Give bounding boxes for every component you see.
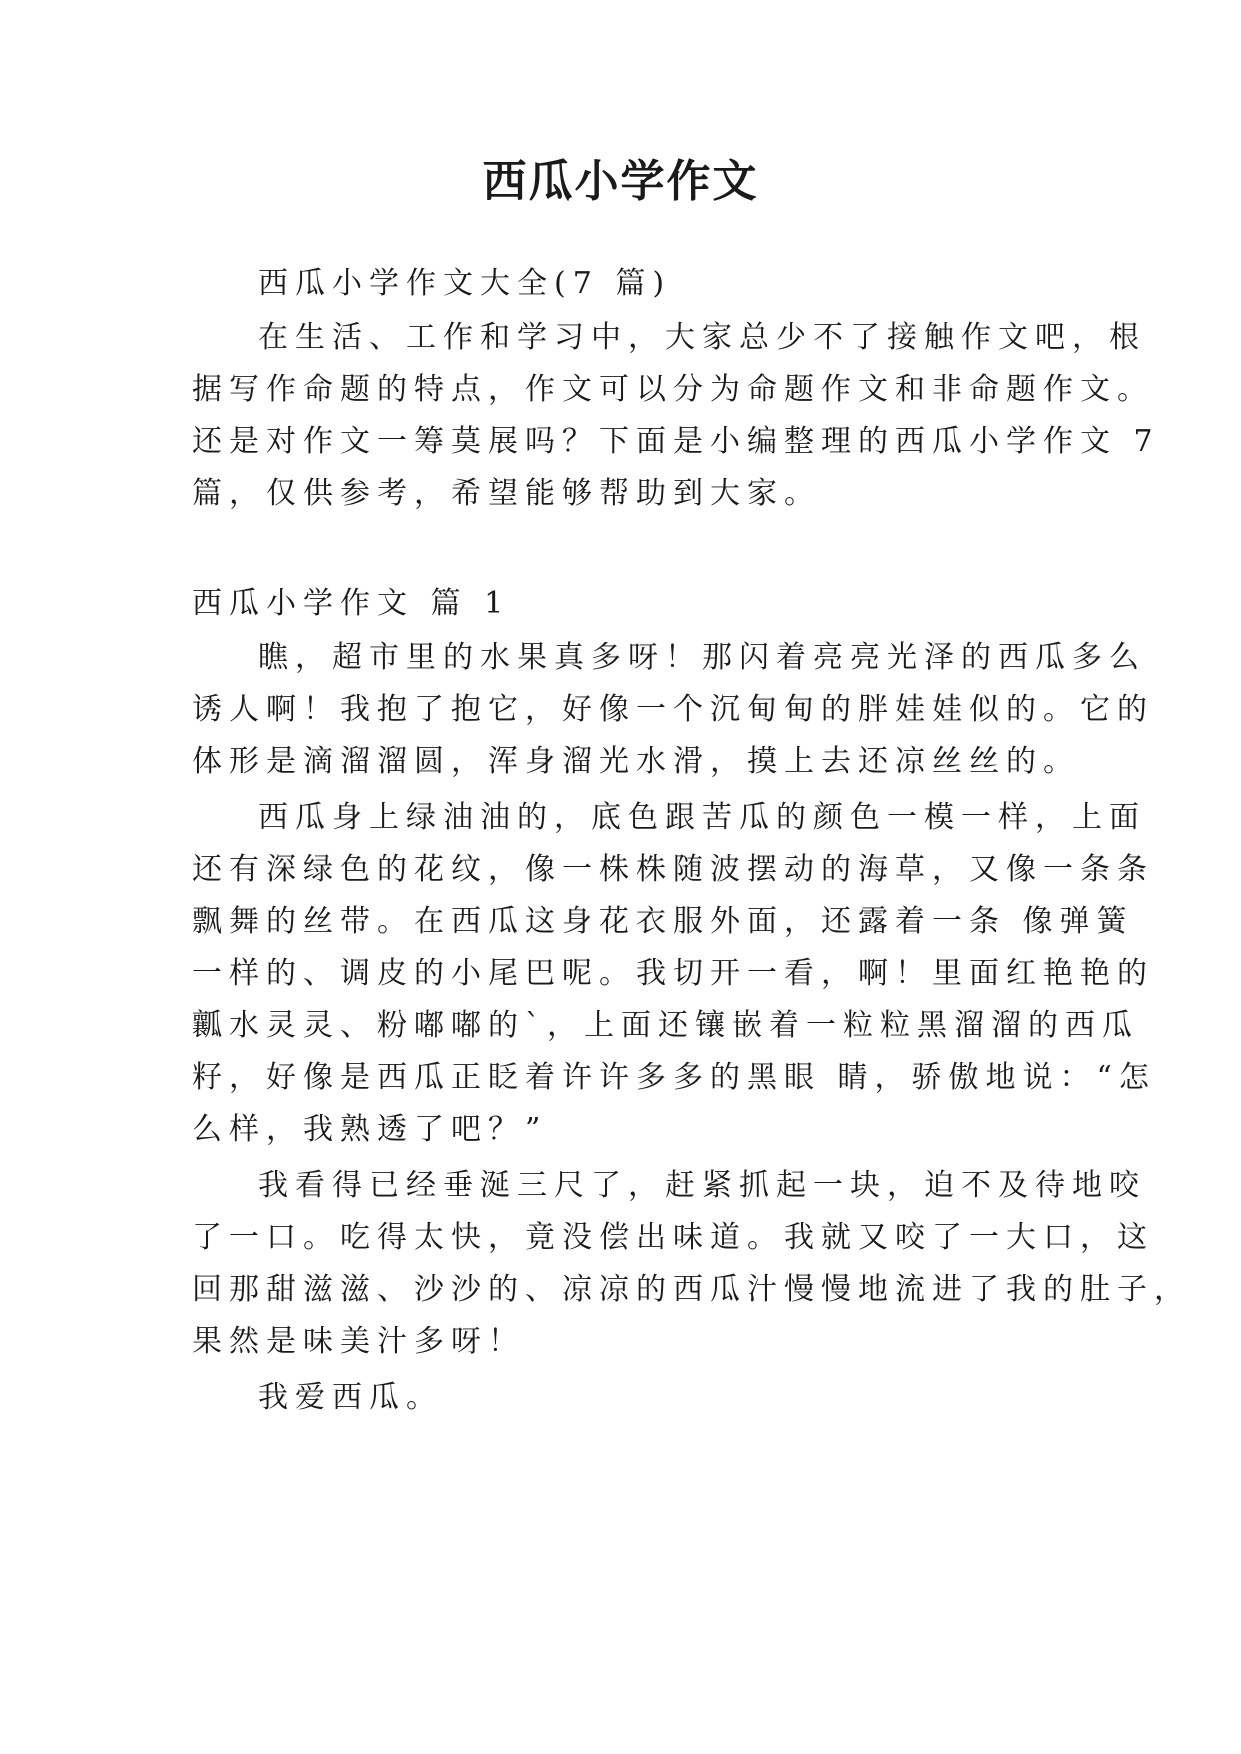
body-line: 我爱西瓜。 [258, 1380, 443, 1415]
body-line: 诱人啊！我抱了抱它，好像一个沉甸甸的胖娃娃似的。它的 [192, 692, 1154, 727]
body-line: 了一口。吃得太快，竟没偿出味道。我就又咬了一大口，这 [192, 1220, 1154, 1255]
intro-line: 还是对作文一筹莫展吗？下面是小编整理的西瓜小学作文 7 [192, 424, 1160, 459]
body-line: 我看得已经垂涎三尺了，赶紧抓起一块，迫不及待地咬 [258, 1168, 1146, 1203]
body-line: 果然是味美汁多呀！ [192, 1324, 525, 1359]
intro-line: 在生活、工作和学习中，大家总少不了接触作文吧，根 [258, 320, 1146, 355]
intro-line: 篇，仅供参考，希望能够帮助到大家。 [192, 476, 821, 511]
body-line: 西瓜身上绿油油的，底色跟苦瓜的颜色一模一样，上面 [258, 800, 1146, 835]
body-line: 籽，好像是西瓜正眨着许许多多的黑眼 睛，骄傲地说：“怎 [192, 1060, 1156, 1095]
body-line: 一样的、调皮的小尾巴呢。我切开一看，啊！里面红艳艳的 [192, 956, 1154, 991]
body-line: 么样，我熟透了吧？” [192, 1112, 548, 1147]
intro-line: 据写作命题的特点，作文可以分为命题作文和非命题作文。 [192, 372, 1154, 407]
document-title: 西瓜小学作文 [482, 156, 759, 207]
body-line: 回那甜滋滋、沙沙的、凉凉的西瓜汁慢慢地流进了我的肚子， [192, 1272, 1191, 1307]
body-line: 还有深绿色的花纹，像一株株随波摆动的海草，又像一条条 [192, 852, 1154, 887]
body-line: 飘舞的丝带。在西瓜这身花衣服外面，还露着一条 像弹簧 [192, 904, 1134, 939]
body-line: 体形是滴溜溜圆，浑身溜光水滑，摸上去还凉丝丝的。 [192, 744, 1080, 779]
subtitle-line: 西瓜小学作文大全(7 篇) [258, 266, 672, 301]
body-line: 瞧，超市里的水果真多呀！那闪着亮亮光泽的西瓜多么 [258, 640, 1146, 675]
section-heading: 西瓜小学作文 篇 1 [192, 586, 511, 621]
body-line: 瓤水灵灵、粉嘟嘟的`，上面还镶嵌着一粒粒黑溜溜的西瓜 [192, 1008, 1139, 1043]
